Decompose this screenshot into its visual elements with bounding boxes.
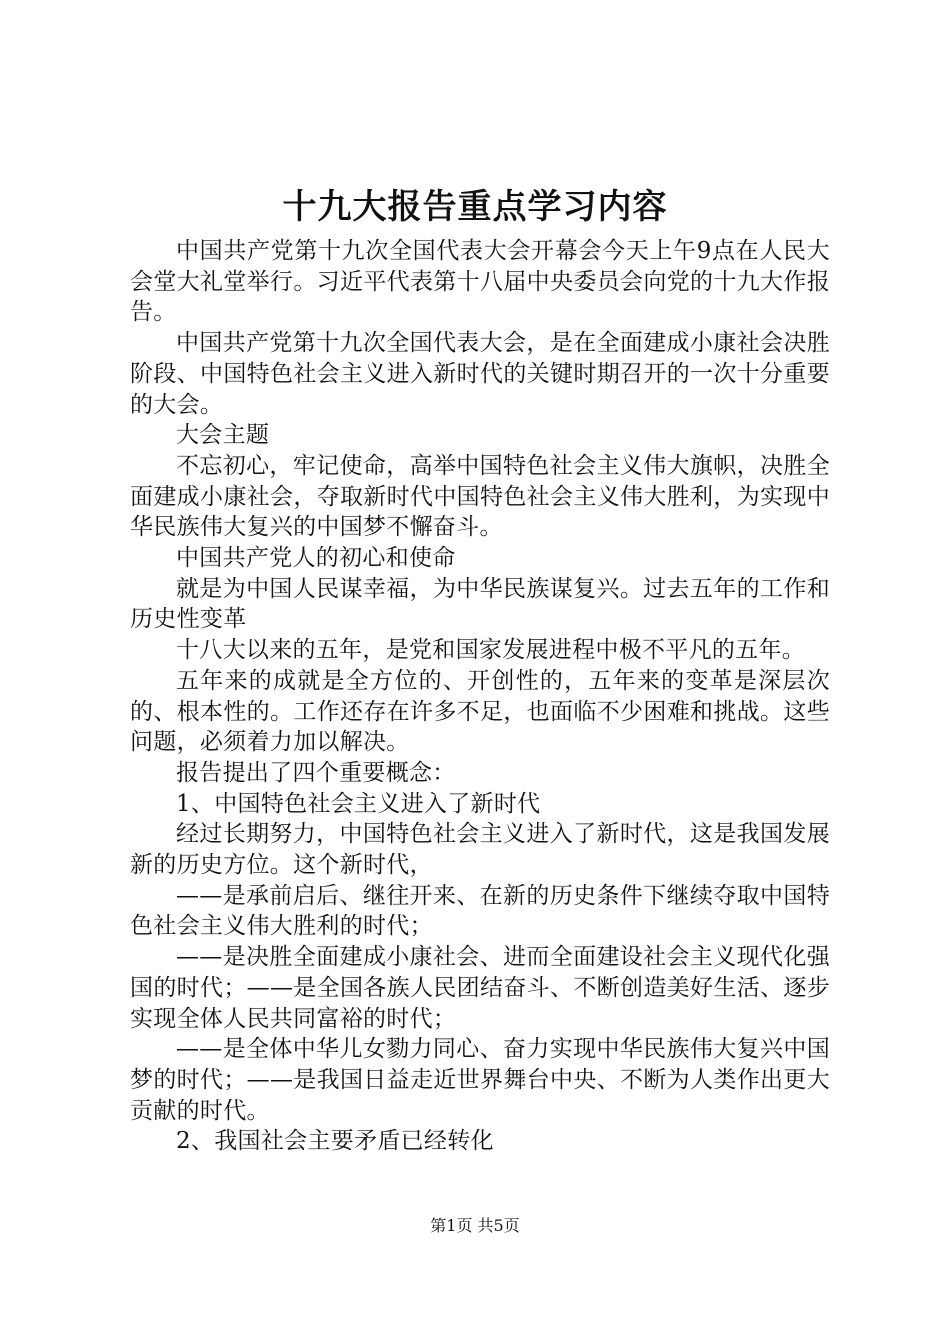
paragraph: 不忘初心，牢记使命，高举中国特色社会主义伟大旗帜，决胜全面建成小康社会，夺取新时代中国特色社会主义伟大胜利，为实现中华民族伟大复兴的中国梦不懈奋斗。 [130,452,830,541]
paragraph: 中国共产党第十九次全国代表大会开幕会今天上午9点在人民大会堂大礼堂举行。习近平代表第十八届中央委员会向党的十九大作报告。 [130,238,830,326]
page-footer: 第1页 共5页 [430,1216,520,1235]
document-body [130,236,830,1157]
section-heading: 大会主题 [176,422,270,449]
paragraph: 中国共产党第十九次全国代表大会，是在全面建成小康社会决胜阶段、中国特色社会主义进入新时代的关键时期召开的一次十分重要的大会。 [130,330,830,418]
section-heading: 2、我国社会主要矛盾已经转化 [176,1128,494,1155]
paragraph: 五年来的成就是全方位的、开创性的，五年来的变革是深层次的、根本性的。工作还存在许多不足，也面临不少困难和挑战。这些问题，必须着力加以解决。 [130,667,830,756]
paragraph: ——是全体中华儿女勠力同心、奋力实现中华民族伟大复兴中国梦的时代；——是我国日益走近世界舞台中央、不断为人类作出更大贡献的时代。 [130,1036,830,1124]
section-heading: 1、中国特色社会主义进入了新时代 [176,790,541,817]
paragraph: 就是为中国人民谋幸福，为中华民族谋复兴。过去五年的工作和历史性变革 [130,575,830,633]
paragraph: ——是决胜全面建成小康社会、进而全面建设社会主义现代化强国的时代；——是全国各族人民团结奋斗、不断创造美好生活、逐步实现全体人民共同富裕的时代； [130,944,830,1032]
paragraph: 十八大以来的五年，是党和国家发展进程中极不平凡的五年。 [176,637,806,664]
document-title: 十九大报告重点学习内容 [282,187,668,227]
paragraph: 经过长期努力，中国特色社会主义进入了新时代，这是我国发展新的历史方位。这个新时代， [130,821,830,879]
paragraph: 报告提出了四个重要概念： [176,759,456,786]
paragraph: ——是承前启后、继往开来、在新的历史条件下继续夺取中国特色社会主义伟大胜利的时代； [130,882,830,940]
section-heading: 中国共产党人的初心和使命 [176,545,456,572]
